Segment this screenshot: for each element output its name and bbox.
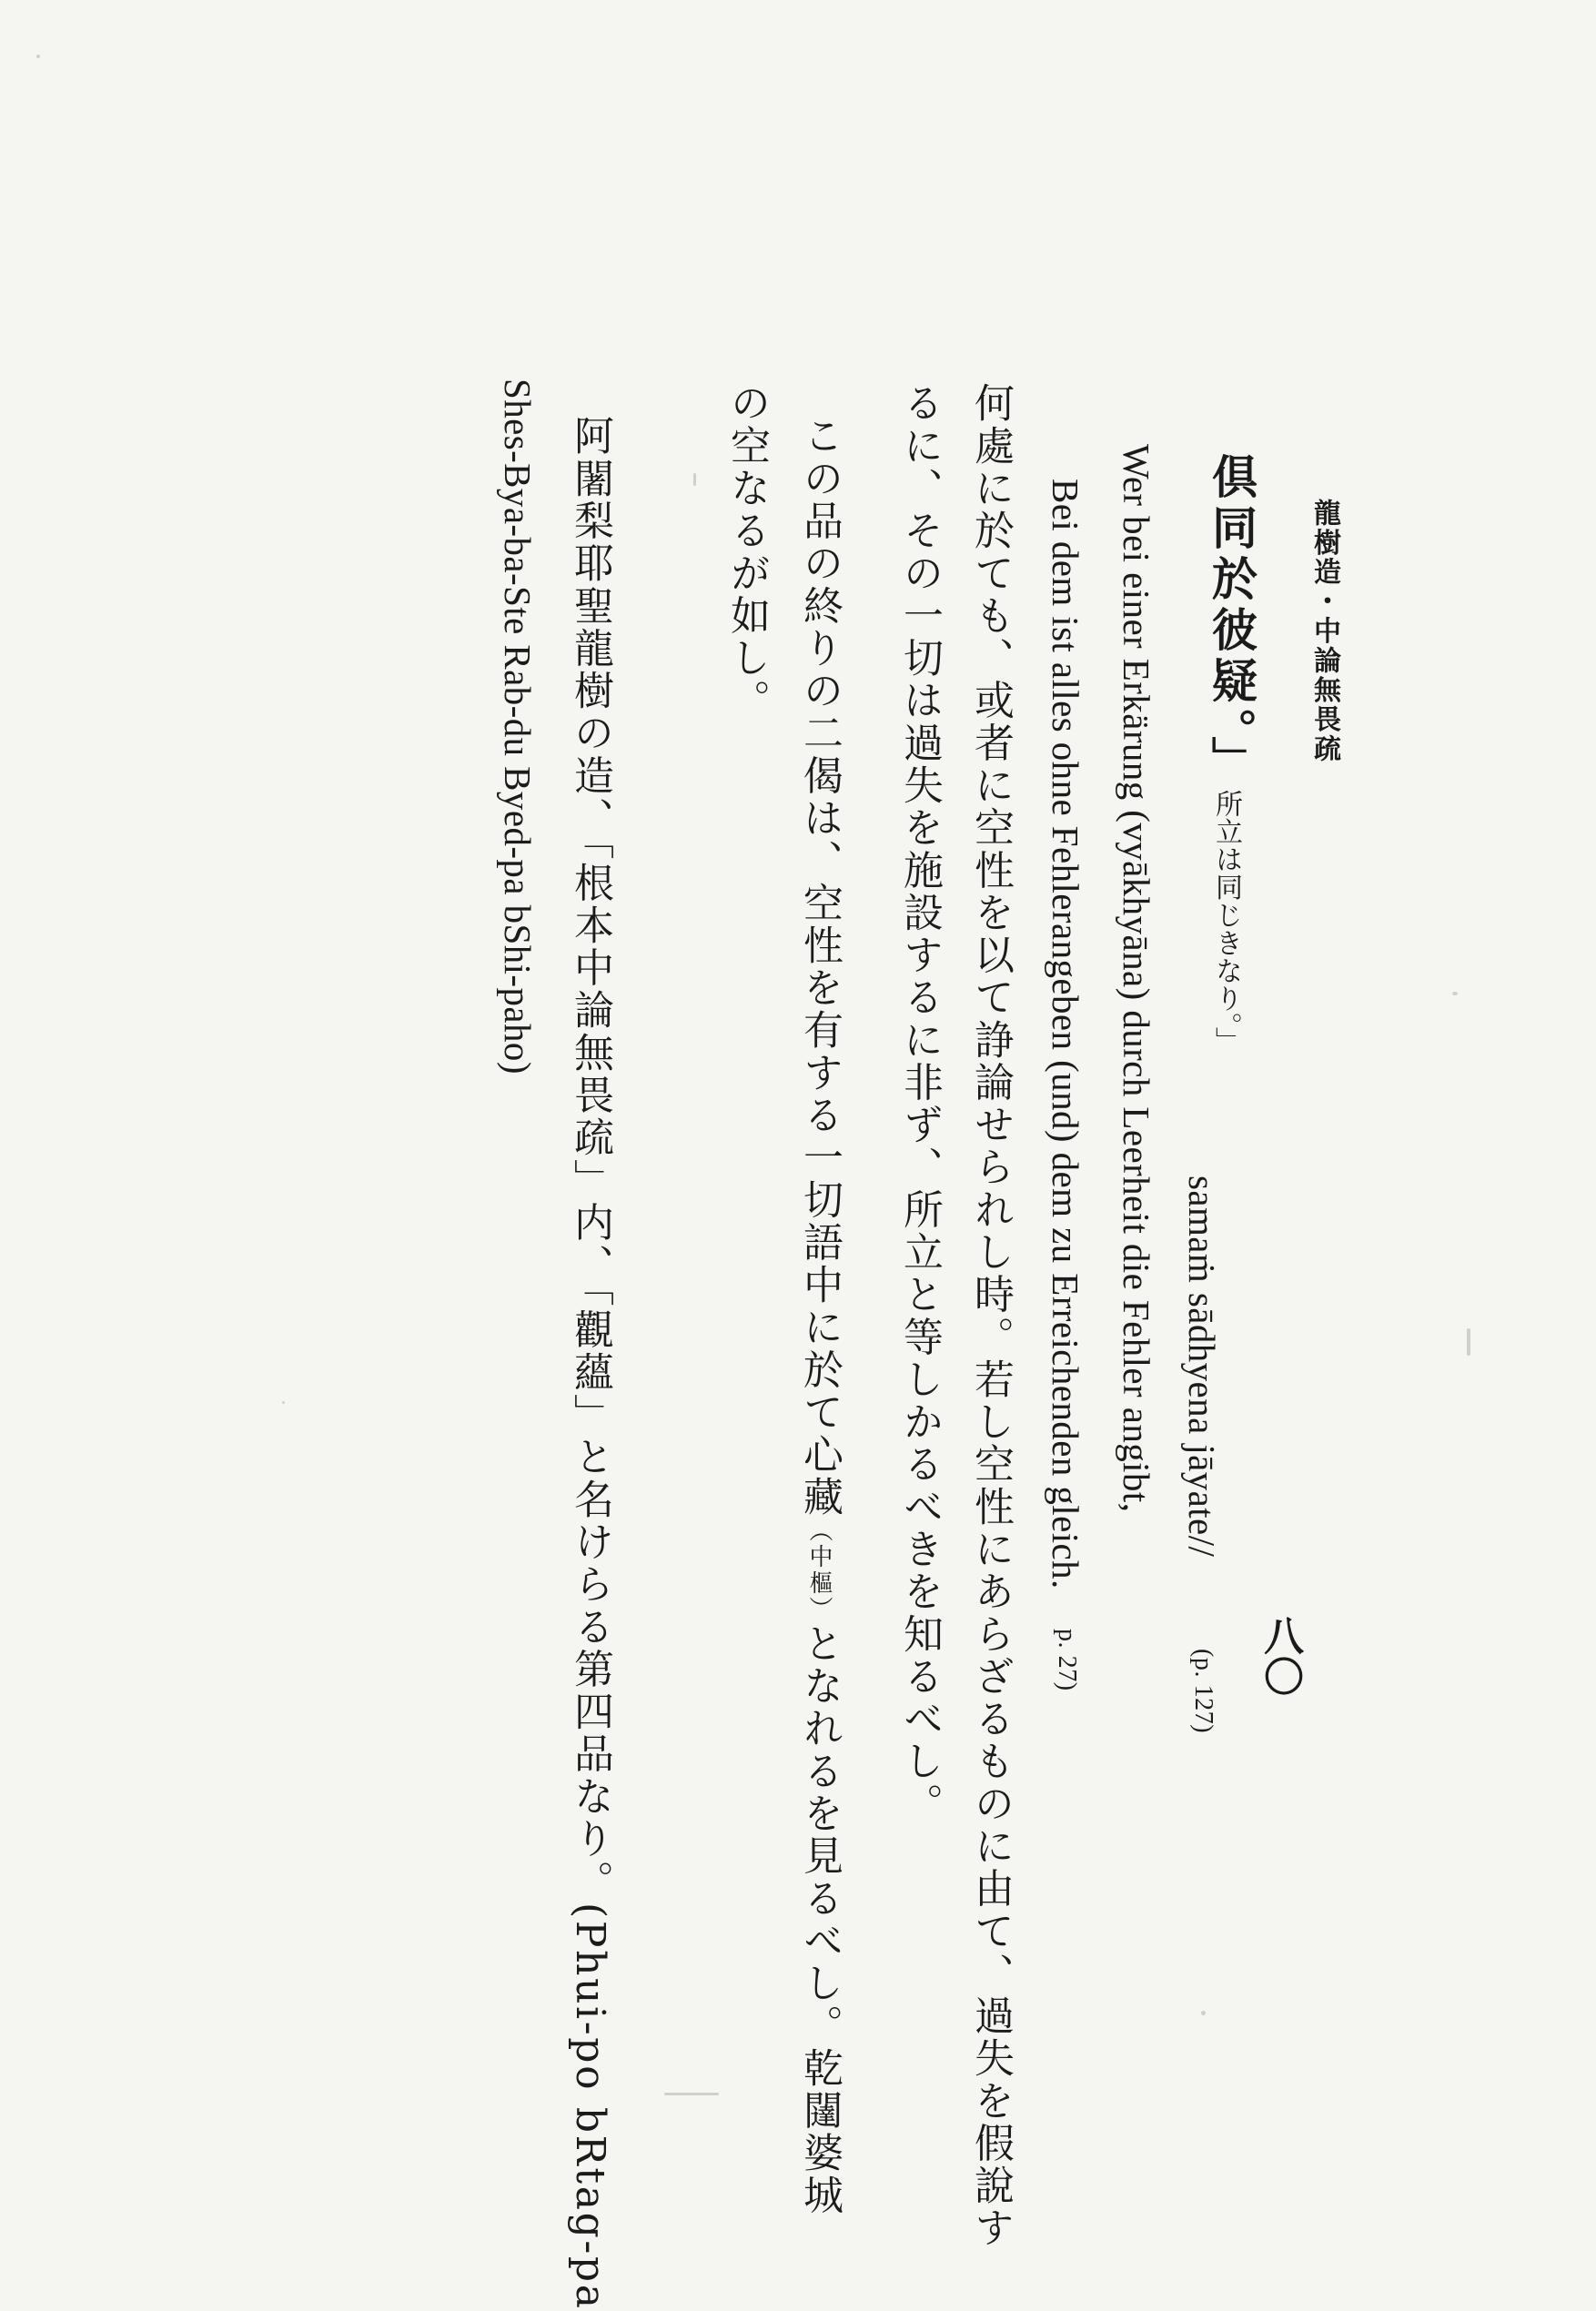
- commentary-line-3-tail: となれるを見るべし。乾闥婆城: [796, 1622, 843, 2217]
- verse-end-line: 倶同於彼疑。」: [1205, 453, 1258, 787]
- commentary-line-1: 何處に於ても、或者に空性を以て諍論せられし時。若し空性にあらざるものに由て、過失を假說す: [967, 382, 1014, 2250]
- commentary-line-3: [796, 415, 843, 2217]
- inline-gloss: （中樞）: [805, 1518, 833, 1623]
- colophon-line-2: Shes-Bya-ba-Ste Rab-du Byed-pa bShi-paho): [497, 378, 539, 1075]
- verse-note: 所立は同じきなり。」: [1210, 790, 1242, 1055]
- running-title: 龍樹造・中論無畏疏: [1308, 499, 1340, 764]
- commentary-line-2: るに、その一切は過失を施設するに非ず、所立と等しかるべきを知るべし。: [896, 382, 943, 1825]
- commentary-line-4: の空なるが如し。: [723, 382, 770, 722]
- german-translation-line-1: Wer bei einer Erkärung (vyākhyāna) durch Leerheit die Fehler angibt,: [1116, 444, 1157, 1513]
- sanskrit-verse: samaṁ sādhyena jāyate//: [1181, 1176, 1223, 1558]
- commentary-line-3-text: この品の終りの二偈は、空性を有する一切語中に於て心藏: [796, 415, 843, 1519]
- german-translation-line-2: Bei dem ist alles ohne Fehlerangeben (und) dem zu Erreichenden gleich.: [1045, 479, 1086, 1589]
- page-number: 八〇: [1257, 1615, 1303, 1697]
- sanskrit-page-ref: (p. 127): [1189, 1649, 1217, 1734]
- german-page-ref: p. 27): [1053, 1629, 1081, 1691]
- colophon-line-1: 阿闍梨耶聖龍樹の造、「根本中論無畏疏」内、「觀蘊」と名けらる第四品なり。(Phui-po bRtag-pa: [567, 415, 613, 2311]
